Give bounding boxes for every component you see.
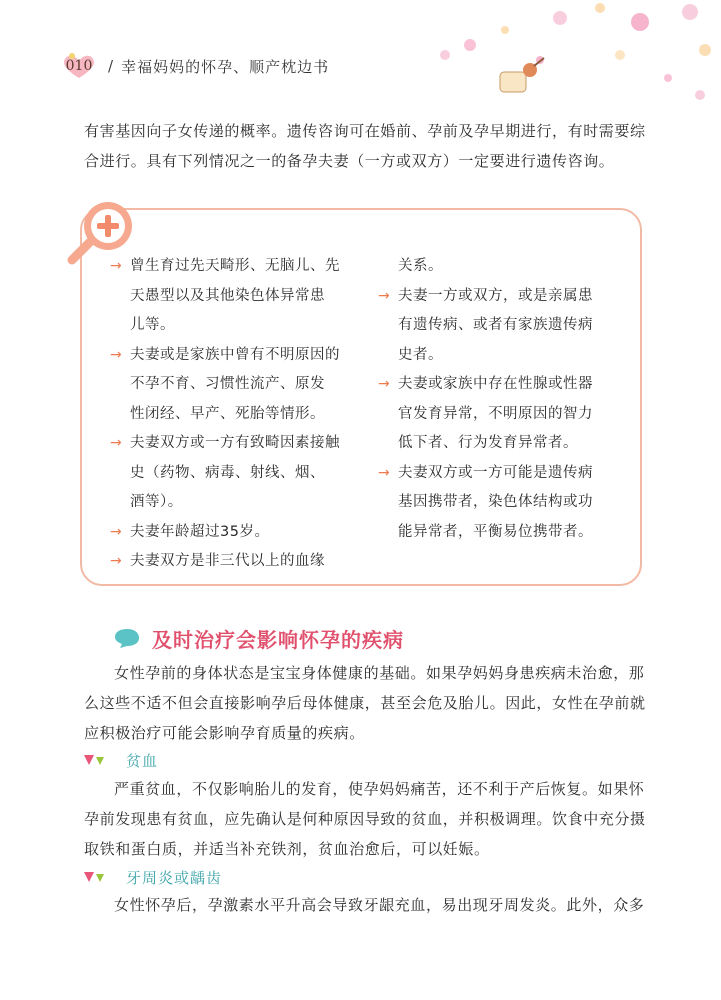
book-title: 幸福妈妈的怀孕、顺产枕边书 xyxy=(121,57,330,76)
subheading-periodontitis xyxy=(84,866,222,888)
list-item-text: 酒等）。 xyxy=(130,494,183,510)
list-item-text: 官发育异常，不明原因的智力 xyxy=(398,405,593,422)
subheading-anemia xyxy=(84,749,158,771)
arrow-icon: → xyxy=(110,435,123,451)
consult-list-left xyxy=(110,252,360,577)
list-item xyxy=(110,518,360,548)
list-item xyxy=(110,429,360,518)
arrow-icon: → xyxy=(110,553,123,569)
list-item-text: 夫妻双方是非三代以上的血缘 xyxy=(130,553,325,569)
triangle-markers-icon xyxy=(84,870,112,884)
subheading-label: 牙周炎或龋齿 xyxy=(126,868,223,887)
list-item-text: 低下者、行为发育异常者。 xyxy=(398,435,578,451)
body-line: 么这些不适不但会直接影响孕后母体健康，甚至会危及胎儿。因此，女性在孕前就 xyxy=(84,694,646,712)
list-item-text: 天愚型以及其他染色体异常患 xyxy=(130,287,325,304)
list-item xyxy=(110,547,360,577)
body-line: 女性怀孕后，孕激素水平升高会导致牙龈充血，易出现牙周发炎。此外，众多 xyxy=(114,896,645,914)
list-item-text: 能异常者，平衡易位携带者。 xyxy=(398,523,593,540)
list-item-text: 夫妻年龄超过35岁。 xyxy=(130,523,270,540)
arrow-icon: → xyxy=(110,523,123,540)
intro-line: 合进行。具有下列情况之一的备孕夫妻（一方或双方）一定要进行遗传咨询。 xyxy=(84,152,615,170)
body-line: 应积极治疗可能会影响孕育质量的疾病。 xyxy=(84,724,365,742)
list-item-continuation: 关系。 xyxy=(398,258,443,274)
intro-line: 有害基因向子女传递的概率。遗传咨询可在婚前、孕前及孕早期进行，有时需要综 xyxy=(84,122,646,140)
arrow-icon: → xyxy=(378,376,391,392)
list-item-text: 性闭经、早产、死胎等情形。 xyxy=(130,405,325,422)
list-item xyxy=(110,252,360,341)
list-item-text: 儿等。 xyxy=(130,317,175,333)
list-item-text: 史者。 xyxy=(398,346,443,363)
consult-list-right xyxy=(378,252,618,547)
list-item xyxy=(378,459,618,548)
anemia-paragraph xyxy=(84,774,654,864)
page-number: 010 xyxy=(65,58,93,74)
page-header xyxy=(60,52,329,80)
list-item-text: 夫妻一方或双方，或是亲属患 xyxy=(398,287,593,304)
triangle-markers-icon xyxy=(84,753,112,767)
list-item-text: 有遗传病、或者有家族遗传病 xyxy=(398,317,593,333)
list-item-text: 基因携带者，染色体结构或功 xyxy=(398,494,593,510)
list-item xyxy=(378,282,618,371)
list-item-text: 不孕不育、习惯性流产、原发 xyxy=(130,376,325,392)
intro-paragraph xyxy=(84,116,654,176)
section-heading xyxy=(114,622,404,654)
body-line: 孕前发现患有贫血，应先确认是何种原因导致的贫血，并积极调理。饮食中充分摄 xyxy=(84,810,646,828)
arrow-icon: → xyxy=(110,346,123,363)
subheading-label: 贫血 xyxy=(126,751,159,770)
list-item-text: 夫妻或是家族中曾有不明原因的 xyxy=(130,346,340,363)
list-item xyxy=(110,341,360,430)
list-item-text: 夫妻双方或一方有致畸因素接触 xyxy=(130,435,340,451)
list-item-text: 夫妻双方或一方可能是遗传病 xyxy=(398,464,593,481)
arrow-icon: → xyxy=(110,258,123,274)
periodontitis-paragraph xyxy=(84,890,654,920)
section-body xyxy=(84,658,654,748)
body-line: 严重贫血，不仅影响胎儿的发育，使孕妈妈痛苦，还不利于产后恢复。如果怀 xyxy=(114,780,645,798)
page-number-badge xyxy=(60,52,98,80)
arrow-icon: → xyxy=(378,287,391,304)
list-item-text: 夫妻或家族中存在性腺或性器 xyxy=(398,376,593,392)
header-separator: / xyxy=(108,57,114,75)
body-line: 女性孕前的身体状态是宝宝身体健康的基础。如果孕妈妈身患疾病未治愈，那 xyxy=(114,664,645,682)
section-title: 及时治疗会影响怀孕的疾病 xyxy=(152,627,404,652)
list-item xyxy=(378,370,618,459)
list-item-text: 曾生育过先天畸形、无脑儿、先 xyxy=(130,258,340,274)
list-item-text: 史（药物、病毒、射线、烟、 xyxy=(130,464,325,481)
arrow-icon: → xyxy=(378,464,391,481)
speech-bubble-icon xyxy=(114,627,140,649)
body-line: 取铁和蛋白质，并适当补充铁剂，贫血治愈后，可以妊娠。 xyxy=(84,840,490,858)
